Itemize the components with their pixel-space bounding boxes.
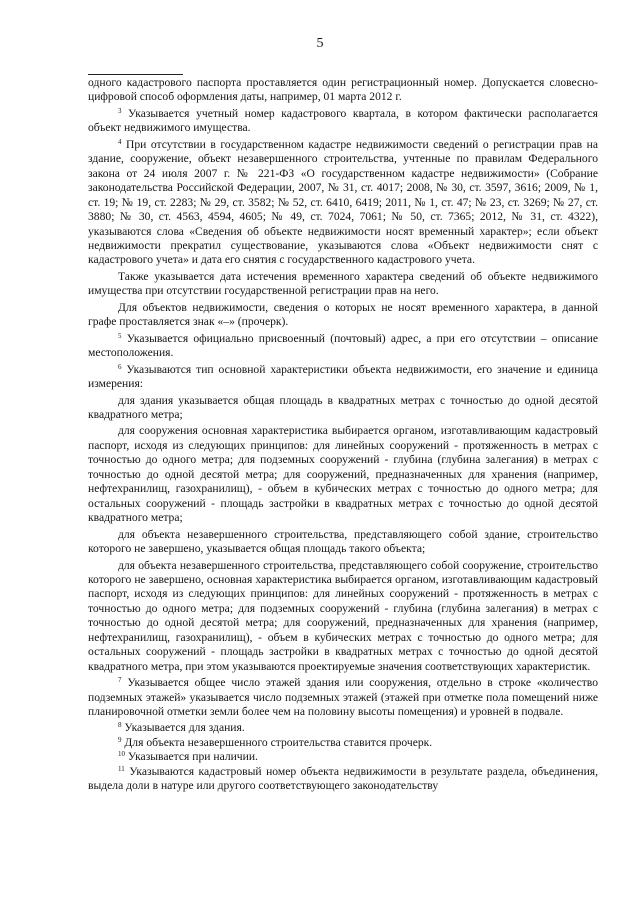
footnote-4-paragraph-dash: Для объектов недвижимости, сведения о которых не носят временного характера, в данной графе проставляется знак «–» (прочерк). <box>88 300 598 329</box>
footnote-marker: 7 <box>118 676 122 685</box>
footnote-marker: 5 <box>118 331 122 340</box>
footnote-6: $^6$ Указываются тип основной характеристики объекта недвижимости, его значение и единица измерения: <box>88 362 598 391</box>
footnote-8: $^8$ Указывается для здания. <box>118 721 245 735</box>
footnote-11: $^{11}$ Указываются кадастровый номер объекта недвижимости в результате раздела, объединения, выдела доли в натуре или другого соответствующего законодательству <box>88 764 598 793</box>
footnote-7: $^7$ Указывается общее число этажей здания или сооружения, отдельно в строке «количество подземных этажей» указывается число подземных этажей (этажей при отметке пола помещений ниже планировочной отметки земли более чем на половину высоты помещения) и уровней в подвале. <box>88 676 598 719</box>
footnote-9: $^9$ Для объекта незавершенного строительства ставится прочерк. <box>118 735 433 749</box>
footnote-3: $^3$ Указывается учетный номер кадастрового квартала, в котором фактически располагается объект недвижимого имущества. <box>88 106 598 135</box>
footnote-2-continuation: одного кадастрового паспорта проставляется один регистрационный номер. Допускается словесно-цифровой способ оформления даты, например, 01 марта 2012 г. <box>88 76 598 104</box>
footnote-marker: 3 <box>118 106 122 115</box>
footnote-5: $^5$ Указывается официально присвоенный (почтовый) адрес, а при его отсутствии – описание местоположения. <box>88 331 598 360</box>
footnote-6-unfinished-structure: для объекта незавершенного строительства, представляющего собой сооружение, строительство которого не завершено, основная характеристика выбирается органом, изготавливающим кадастровый паспорт, исходя из следующих принципов: для линейных сооружений - протяженность в метрах с точностью до одного метра; для подземных сооружений - глубина (глубина залегания) в метрах с точностью до одной десятой метра; для сооружений, предназначенных для хранения (например, нефтехранилищ, газохранилищ), - объем в кубических метрах с точностью до одного метра; для остальных сооружений - площадь застройки в квадратных метрах с точностью до одной десятой квадратного метра, при этом указываются проектируемые значения соответствующих характеристик. <box>88 558 598 673</box>
footnote-6-unfinished-building: для объекта незавершенного строительства, представляющего собой здание, строительство которого не завершено, указывается общая площадь такого объекта; <box>88 527 598 556</box>
footnote-4: $^4$ При отсутствии в государственном кадастре недвижимости сведений о регистрации прав на здание, сооружение, объект незавершенного строительства, учтенные по правилам Федерального закона от 24 июля 2007 г. № 221-ФЗ «О государственном кадастре недвижимости» (Собрание законодательства Российской Федерации, 2007, № 31, ст. 4017; 2008, № 30, ст. 3597, 3616; 2009, № 1, ст. 19; № 19, ст. 2283; № 29, ст. 3582; № 52, ст. 6410, 6419; 2011, № 1, ст. 47; № 23, ст. 3269; № 27, ст. 3880; № 30, ст. 4563, 4594, 4605; № 49, ст. 7024, 7061; № 50, ст. 7365; 2012, № 31, ст. 4322), указываются слова «Сведения об объекте недвижимости носят временный характер»; если объект недвижимости прекратил существование, указываются слова «Объект недвижимости снят с кадастрового учета» и дата его снятия с государственного кадастрового учета. <box>88 137 598 267</box>
footnote-10: $^{10}$ Указывается при наличии. <box>118 750 258 764</box>
footnote-separator <box>88 74 183 75</box>
footnote-marker: 9 <box>118 735 122 744</box>
footnote-marker: 6 <box>118 362 122 371</box>
footnote-marker: 11 <box>118 764 125 773</box>
footnote-marker: 8 <box>118 721 122 730</box>
footnote-4-paragraph-temporary-date: Также указывается дата истечения временного характера сведений об объекте недвижимого имущества при отсутствии государственной регистрации прав на него. <box>88 269 598 298</box>
footnote-marker: 4 <box>118 137 122 146</box>
footnote-6-building: для здания указывается общая площадь в квадратных метрах с точностью до одной десятой квадратного метра; <box>88 393 598 421</box>
footnotes-body <box>88 76 598 796</box>
footnote-6-structure: для сооружения основная характеристика выбирается органом, изготавливающим кадастровый паспорт, исходя из следующих принципов: для линейных сооружений - протяженность в метрах с точностью до одного метра; для подземных сооружений - глубина (глубина залегания) в метрах с точностью до одной десятой метра; для сооружений, предназначенных для хранения (например, нефтехранилищ, газохранилищ), - объем в кубических метрах с точностью до одного метра; для остальных сооружений - площадь застройки в квадратных метрах с точностью до одной десятой квадратного метра; <box>88 424 598 525</box>
page-number: 5 <box>316 36 324 51</box>
footnote-marker: 10 <box>118 750 125 759</box>
